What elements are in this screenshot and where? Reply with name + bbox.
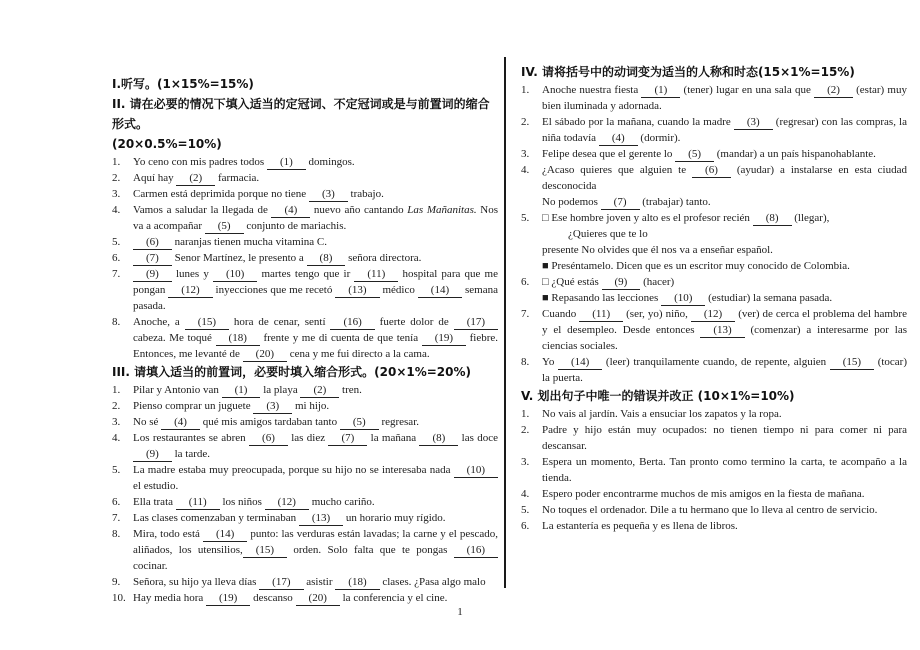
item-IV-7 — [521, 306, 907, 354]
fill-blank: (18) — [335, 576, 379, 590]
fill-blank: (6) — [692, 164, 731, 178]
item-text: Anoche nuestra fiesta (1) (tener) lugar en una sala que (2) (estar) muy bien iluminada y adornada. — [542, 84, 907, 112]
item-number: 4. — [521, 164, 530, 176]
item-text: Mira, todo está (14) punto: las verduras están lavadas; la carne y el pescado, aliñados, los utensilios, (15) orden. Solo falta que te pongas (16) cocinar. — [133, 528, 498, 572]
item-IV-8 — [521, 354, 907, 386]
section-II-heading: (20×0.5%=10%) — [112, 137, 222, 151]
item-text: (7) Senor Martínez, le presento a (8) señora directora. — [133, 250, 498, 266]
item-number: 7. — [112, 512, 121, 524]
fill-blank: (17) — [259, 576, 303, 590]
item-II-1 — [112, 154, 498, 170]
fill-blank: (10) — [661, 292, 705, 306]
item-IV-3 — [521, 146, 907, 162]
item-text: Yo ceno con mis padres todos (1) domingos. — [133, 156, 355, 168]
item-III-4 — [112, 430, 498, 462]
fill-blank: (3) — [734, 116, 773, 130]
fill-blank: (20) — [296, 592, 340, 606]
fill-blank: (3) — [253, 400, 292, 414]
fill-blank: (10) — [213, 268, 257, 282]
item-V-4 — [521, 486, 907, 502]
fill-blank: (13) — [700, 324, 744, 338]
fill-blank: (6) — [133, 236, 172, 250]
item-II-6 — [112, 250, 498, 266]
item-number: 6. — [112, 252, 121, 264]
fill-blank: (2) — [300, 384, 339, 398]
item-III-8 — [112, 526, 498, 574]
item-text: □ Ese hombre joven y alto es el profesor recién (8) (llegar), ¿Quieres que te lo presente No olvides que él nos va a enseñar español. ■ Preséntamelo. Dicen que es un escritor muy conocido de Colombia. — [542, 212, 850, 272]
fill-blank: (4) — [599, 132, 638, 146]
item-III-6 — [112, 494, 498, 510]
item-III-3 — [112, 414, 498, 430]
item-text: No sé (4) qué mis amigos tardaban tanto (5) regresar. — [133, 416, 419, 428]
item-text: Felipe desea que el gerente lo (5) (mandar) a un país hispanohablante. — [542, 148, 876, 160]
item-number: 9. — [112, 576, 121, 588]
item-number: 4. — [521, 488, 530, 500]
fill-blank: (9) — [602, 276, 641, 290]
item-text: Vamos a saludar la llegada de (4) nuevo año cantando Las Mañanitas. Nos va a acompañar (5) conjunto de mariachis. — [133, 204, 498, 232]
item-text: ¿Acaso quieres que alguien te (6) (ayudar) a instalarse en esta ciudad desconocida No podemos (7) (trabajar) tanto. — [542, 164, 907, 208]
section-IV — [521, 62, 907, 386]
item-II-7 — [112, 266, 498, 314]
item-text: Cuando (11) (ser, yo) niño, (12) (ver) de cerca el problema del hambre y el desempleo. Desde entonces (13) (comenzar) a interesarme por las ciencias sociales. — [542, 308, 907, 352]
fill-blank: (6) — [249, 432, 288, 446]
item-number: 2. — [521, 116, 530, 128]
item-text: Hay media hora (19) descanso (20) la conferencia y el cine. — [133, 592, 448, 604]
item-number: 3. — [112, 416, 121, 428]
item-text: Aquí hay (2) farmacia. — [133, 172, 260, 184]
item-number: 7. — [521, 308, 530, 320]
item-III-5 — [112, 462, 498, 494]
section-II — [112, 94, 498, 362]
fill-blank: (1) — [267, 156, 306, 170]
item-number: 8. — [112, 316, 121, 328]
fill-blank: (5) — [205, 220, 244, 234]
fill-blank: (7) — [133, 252, 172, 266]
item-text: Padre y hijo están muy ocupados: no tienen tiempo ni para comer ni para descansar. — [542, 424, 907, 452]
item-text: No toques el ordenador. Dile a tu hermano que lo lleva al centro de servicio. — [542, 504, 878, 516]
item-text: La estantería es pequeña y es llena de libros. — [542, 520, 738, 532]
item-text: Anoche, a (15) hora de cenar, sentí (16) fuerte dolor de (17) cabeza. Me toqué (18) frente y me di cuenta de que tenía (19) fiebre. Entonces, me levanté de (20) cena y me fui directo a la cama. — [133, 316, 499, 360]
item-III-9 — [112, 574, 498, 590]
section-III-heading: III. 请填入适当的前置词，必要时填入缩合形式。(20×1%=20%) — [112, 365, 472, 379]
section-II-heading: II. 请在必要的情况下填入适当的定冠词、不定冠词或是与前置词的缩合形式。 — [112, 97, 490, 131]
item-text: Ella trata (11) los niños (12) mucho cariño. — [133, 496, 375, 508]
fill-blank: (14) — [203, 528, 247, 542]
fill-blank: (12) — [265, 496, 309, 510]
item-number: 3. — [112, 188, 121, 200]
item-text: Los restaurantes se abren (6) las diez (7) la mañana (8) las doce (9) la tarde. — [133, 432, 498, 460]
item-number: 2. — [112, 400, 121, 412]
section-IV-heading: IV. 请将括号中的动词变为适当的人称和时态(15×1%=15%) — [521, 65, 855, 79]
fill-blank: (8) — [419, 432, 458, 446]
fill-blank: (1) — [222, 384, 261, 398]
item-number: 2. — [112, 172, 121, 184]
fill-blank: (13) — [335, 284, 379, 298]
item-IV-1 — [521, 82, 907, 114]
item-V-6 — [521, 518, 907, 534]
item-number: 1. — [521, 84, 530, 96]
section-V-heading: V. 划出句子中唯一的错误并改正 (10×1%=10%) — [521, 389, 795, 403]
fill-blank: (9) — [133, 448, 172, 462]
item-number: 6. — [112, 496, 121, 508]
column-divider — [504, 57, 506, 588]
item-number: 8. — [112, 528, 121, 540]
item-number: 5. — [112, 464, 121, 476]
fill-blank: (17) — [454, 316, 498, 330]
page-number: 1 — [457, 606, 463, 618]
fill-blank: (5) — [675, 148, 714, 162]
fill-blank: (11) — [354, 268, 398, 282]
fill-blank: (13) — [299, 512, 343, 526]
item-number: 3. — [521, 148, 530, 160]
fill-blank: (19) — [206, 592, 250, 606]
fill-blank: (9) — [133, 268, 172, 282]
item-number: 7. — [112, 268, 121, 280]
section-III — [112, 362, 498, 606]
fill-blank: (2) — [814, 84, 853, 98]
item-number: 1. — [521, 408, 530, 420]
item-IV-5 — [521, 210, 907, 274]
item-V-3 — [521, 454, 907, 486]
fill-blank: (16) — [330, 316, 374, 330]
italic-song-title: Las Mañanitas. — [407, 204, 477, 216]
item-text: (9) lunes y (10) martes tengo que ir (11) hospital para que me pongan (12) inyecciones que me recetó (13) médico (14) semana pasada. — [133, 268, 498, 312]
item-II-3 — [112, 186, 498, 202]
fill-blank: (14) — [418, 284, 462, 298]
fill-blank: (10) — [454, 464, 498, 478]
item-text: No vais al jardín. Vais a ensuciar los zapatos y la ropa. — [542, 408, 782, 420]
fill-blank: (12) — [168, 284, 212, 298]
item-II-2 — [112, 170, 498, 186]
fill-blank: (12) — [691, 308, 735, 322]
fill-blank: (18) — [216, 332, 260, 346]
item-text: Las clases comenzaban y terminaban (13) un horario muy rígido. — [133, 512, 446, 524]
fill-blank: (15) — [830, 356, 874, 370]
item-III-7 — [112, 510, 498, 526]
fill-blank: (16) — [454, 544, 498, 558]
item-text: El sábado por la mañana, cuando la madre (3) (regresar) con las compras, la niña todavía (4) (dormir). — [542, 116, 907, 144]
item-number: 1. — [112, 156, 121, 168]
fill-blank: (8) — [753, 212, 792, 226]
item-number: 5. — [521, 212, 530, 224]
item-II-5 — [112, 234, 498, 250]
fill-blank: (2) — [176, 172, 215, 186]
item-V-1 — [521, 406, 907, 422]
item-number: 5. — [521, 504, 530, 516]
item-text: Espero poder encontrarme muchos de mis amigos en la fiesta de mañana. — [542, 488, 865, 500]
item-number: 5. — [112, 236, 121, 248]
fill-blank: (7) — [601, 196, 640, 210]
item-V-2 — [521, 422, 907, 454]
fill-blank: (1) — [641, 84, 680, 98]
item-IV-6 — [521, 274, 907, 306]
item-number: 4. — [112, 432, 121, 444]
section-I — [112, 74, 498, 94]
item-text: Yo (14) (leer) tranquilamente cuando, de repente, alguien (15) (tocar) la puerta. — [542, 356, 907, 384]
item-text: Espera un momento, Berta. Tan pronto como termino la carta, te acompaño a la tienda. — [542, 456, 907, 484]
item-number: 8. — [521, 356, 530, 368]
item-number: 4. — [112, 204, 121, 216]
section-V — [521, 386, 907, 534]
fill-blank: (20) — [243, 348, 287, 362]
fill-blank: (15) — [185, 316, 229, 330]
item-text: Pilar y Antonio van (1) la playa (2) tren. — [133, 384, 362, 396]
right-column — [521, 62, 907, 534]
item-II-8 — [112, 314, 498, 362]
item-number: 3. — [521, 456, 530, 468]
item-text: Pienso comprar un juguete (3) mi hijo. — [133, 400, 330, 412]
item-text: Carmen está deprimida porque no tiene (3) trabajo. — [133, 188, 384, 200]
fill-blank: (11) — [579, 308, 623, 322]
fill-blank: (14) — [558, 356, 602, 370]
fill-blank: (7) — [328, 432, 367, 446]
item-text: (6) naranjas tienen mucha vitamina C. — [133, 234, 498, 250]
fill-blank: (8) — [307, 252, 346, 266]
section-I-heading: I.听写。(1×15%=15%) — [112, 77, 254, 91]
item-V-5 — [521, 502, 907, 518]
item-II-4 — [112, 202, 498, 234]
fill-blank: (3) — [309, 188, 348, 202]
item-number: 10. — [112, 592, 126, 604]
fill-blank: (4) — [161, 416, 200, 430]
item-number: 6. — [521, 276, 530, 288]
item-IV-4 — [521, 162, 907, 210]
item-text: □ ¿Qué estás (9) (hacer) ■ Repasando las lecciones (10) (estudiar) la semana pasada. — [542, 276, 833, 304]
item-number: 6. — [521, 520, 530, 532]
fill-blank: (15) — [243, 544, 287, 558]
item-III-1 — [112, 382, 498, 398]
item-text: La madre estaba muy preocupada, porque su hijo no se interesaba nada (10) el estudio. — [133, 462, 498, 494]
item-number: 2. — [521, 424, 530, 436]
fill-blank: (5) — [340, 416, 379, 430]
item-III-2 — [112, 398, 498, 414]
left-column — [112, 74, 498, 606]
fill-blank: (19) — [422, 332, 466, 346]
fill-blank: (4) — [271, 204, 310, 218]
item-IV-2 — [521, 114, 907, 146]
item-text: Señora, su hijo ya lleva días (17) asistir (18) clases. ¿Pasa algo malo — [133, 576, 486, 588]
fill-blank: (11) — [176, 496, 220, 510]
item-number: 1. — [112, 384, 121, 396]
